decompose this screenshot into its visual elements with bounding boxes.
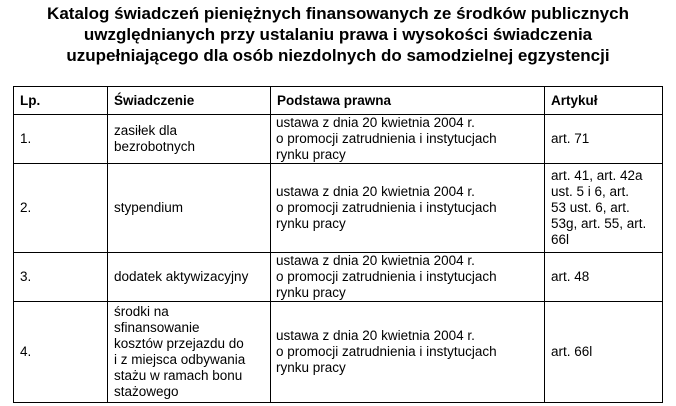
cell-benefit [108, 253, 271, 302]
basis-line: ustawa z dnia 20 kwietnia 2004 r. [276, 253, 475, 268]
basis-line: rynku pracy [276, 360, 346, 375]
basis-line: rynku pracy [276, 216, 346, 231]
basis-line: rynku pracy [276, 285, 346, 300]
header-benefit: Świadczenie [108, 87, 271, 115]
article-line: art. 41, art. 42a [551, 168, 643, 183]
article-line: 53g, art. 55, art. [551, 216, 647, 231]
header-article: Artykuł [545, 87, 663, 115]
table-row [14, 302, 663, 403]
title-line-3: uzupełniającego dla osób niezdolnych do samodzielnej egzystencji [66, 46, 610, 65]
cell-article [545, 115, 663, 164]
table-row [14, 164, 663, 253]
basis-line: ustawa z dnia 20 kwietnia 2004 r. [276, 184, 475, 199]
document-title [0, 3, 676, 66]
basis-line: ustawa z dnia 20 kwietnia 2004 r. [276, 115, 475, 130]
title-line-1: Katalog świadczeń pieniężnych finansowanych ze środków publicznych [47, 4, 629, 23]
header-legal-basis: Podstawa prawna [271, 87, 545, 115]
cell-article [545, 302, 663, 403]
header-lp: Lp. [14, 87, 108, 115]
cell-benefit [108, 115, 271, 164]
cell-article [545, 164, 663, 253]
table-header-row [14, 87, 663, 115]
benefit-line: bezrobotnych [114, 139, 196, 154]
cell-article [545, 253, 663, 302]
basis-line: o promocji zatrudnienia i instytucjach [276, 131, 497, 146]
basis-line: o promocji zatrudnienia i instytucjach [276, 344, 497, 359]
benefit-line: środki na [114, 304, 169, 319]
benefits-table [13, 86, 663, 403]
benefit-line: sfinansowanie [114, 320, 200, 335]
benefit-line: stażu w ramach bonu [114, 368, 243, 383]
article-line: 53 ust. 6, art. [551, 200, 630, 215]
cell-lp: 4. [14, 302, 108, 403]
cell-lp: 3. [14, 253, 108, 302]
cell-legal-basis [271, 164, 545, 253]
article-line: ust. 5 i 6, art. [551, 184, 630, 199]
cell-benefit [108, 302, 271, 403]
article-line: art. 71 [551, 131, 590, 146]
benefit-line: stypendium [114, 200, 184, 215]
benefit-line: dodatek aktywizacyjny [114, 269, 249, 284]
benefit-line: zasiłek dla [114, 123, 178, 138]
cell-lp: 1. [14, 115, 108, 164]
table-row [14, 253, 663, 302]
benefit-line: i z miejsca odbywania [114, 352, 246, 367]
basis-line: o promocji zatrudnienia i instytucjach [276, 200, 497, 215]
cell-legal-basis [271, 115, 545, 164]
cell-lp: 2. [14, 164, 108, 253]
cell-legal-basis [271, 253, 545, 302]
cell-legal-basis [271, 302, 545, 403]
title-line-2: uwzględnianych przy ustalaniu prawa i wysokości świadczenia [83, 25, 593, 44]
basis-line: o promocji zatrudnienia i instytucjach [276, 269, 497, 284]
article-line: 66l [551, 232, 570, 247]
article-line: art. 66l [551, 344, 593, 359]
basis-line: ustawa z dnia 20 kwietnia 2004 r. [276, 328, 475, 343]
benefit-line: kosztów przejazdu do [114, 336, 244, 351]
benefit-line: stażowego [114, 384, 179, 399]
basis-line: rynku pracy [276, 147, 346, 162]
article-line: art. 48 [551, 269, 590, 284]
cell-benefit [108, 164, 271, 253]
table-row [14, 115, 663, 164]
